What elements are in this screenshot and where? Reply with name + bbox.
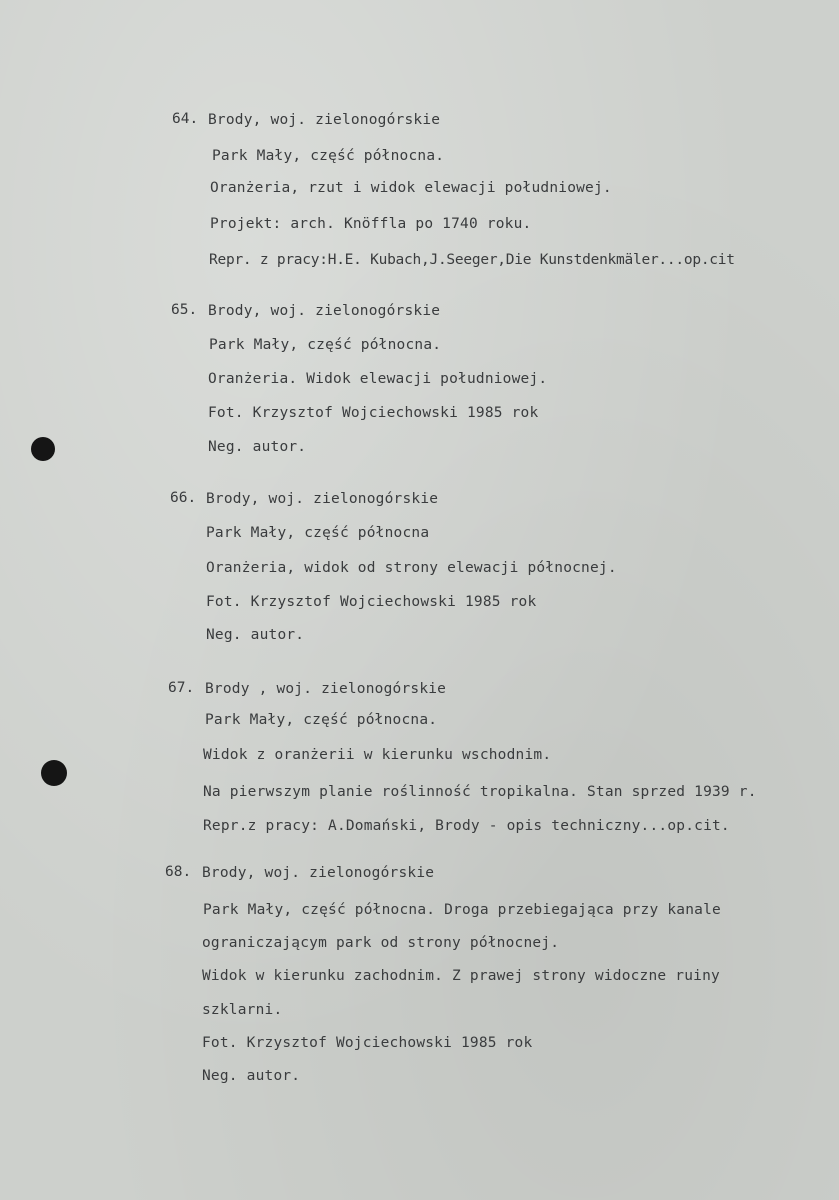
entry-line: Oranżeria, widok od strony elewacji północnej. xyxy=(206,560,617,576)
entry-line: Projekt: arch. Knöffla po 1740 roku. xyxy=(210,216,532,232)
entry-line: Repr.z pracy: A.Domański, Brody - opis techniczny...op.cit. xyxy=(203,818,730,834)
entry-line: Park Mały, część północna xyxy=(206,525,430,541)
entry-line: Oranżeria. Widok elewacji południowej. xyxy=(208,371,548,387)
entry-line: Repr. z pracy:H.E. Kubach,J.Seeger,Die Kunstdenkmäler...op.cit xyxy=(209,252,735,268)
entry-line: Neg. autor. xyxy=(202,1068,301,1084)
entry-line: ograniczającym park od strony północnej. xyxy=(202,935,560,951)
entry-line: Brody, woj. zielonogórskie xyxy=(206,491,439,507)
entry-line: Widok w kierunku zachodnim. Z prawej strony widoczne ruiny xyxy=(202,968,720,984)
entry-line: Oranżeria, rzut i widok elewacji południowej. xyxy=(210,180,612,196)
entry-number: 67. xyxy=(168,680,195,696)
entry-line: Park Mały, część północna. Droga przebiegająca przy kanale xyxy=(203,902,721,918)
entry-line: Fot. Krzysztof Wojciechowski 1985 rok xyxy=(206,594,537,610)
entry-number: 64. xyxy=(172,111,199,127)
entry-line: Brody, woj. zielonogórskie xyxy=(208,112,441,128)
entry-line: Fot. Krzysztof Wojciechowski 1985 rok xyxy=(208,405,539,421)
entry-line: Park Mały, część północna. xyxy=(212,148,445,164)
entry-line: Widok z oranżerii w kierunku wschodnim. xyxy=(203,747,552,763)
entry-line: szklarni. xyxy=(202,1002,283,1018)
entry-line: Brody, woj. zielonogórskie xyxy=(202,865,435,881)
entry-number: 66. xyxy=(170,490,197,506)
entry-line: Na pierwszym planie roślinność tropikalna. Stan sprzed 1939 r. xyxy=(203,784,757,800)
entry-line: Brody, woj. zielonogórskie xyxy=(208,303,441,319)
entry-line: Neg. autor. xyxy=(206,627,305,643)
entry-line: Fot. Krzysztof Wojciechowski 1985 rok xyxy=(202,1035,533,1051)
entry-line: Park Mały, część północna. xyxy=(205,712,438,728)
entry-number: 68. xyxy=(165,864,192,880)
entry-line: Brody , woj. zielonogórskie xyxy=(205,681,447,697)
entry-line: Neg. autor. xyxy=(208,439,307,455)
entry-line: Park Mały, część północna. xyxy=(209,337,442,353)
entry-number: 65. xyxy=(171,302,198,318)
